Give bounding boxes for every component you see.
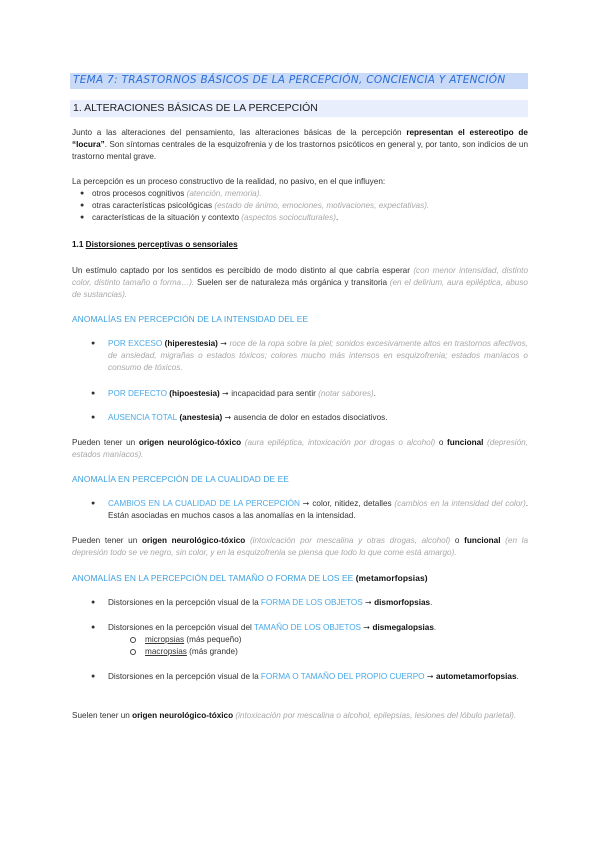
item-term: autometamorfopsias: [435, 672, 517, 681]
origin-bold: origen neurológico-tóxico: [132, 711, 234, 720]
item-note: (cambios en la intensidad del color): [394, 499, 526, 508]
item-end: .: [516, 672, 519, 681]
intro-paragraph: [72, 127, 528, 163]
intro-text-end: . Son síntomas centrales de la esquizofrenia y de los trastornos psicóticos en general y, por tanto, son indicios de un trastorno mental grave.: [72, 140, 528, 161]
stimulus-note-2: (en el delirium, aura epiléptica, abuso de sustancias).: [72, 278, 528, 299]
item-key: FORMA DE LOS OBJETOS: [260, 598, 363, 607]
size-item-shape: [91, 597, 528, 609]
bullet-icon: ●: [80, 202, 85, 209]
origin-text: Pueden tener un: [72, 438, 139, 447]
size-heading: [72, 573, 428, 583]
circle-bullet-icon: [130, 649, 136, 655]
sub-list: [145, 634, 525, 658]
quality-heading: ANOMALÍA EN PERCEPCIÓN DE LA CUALIDAD DE EE: [72, 474, 289, 484]
item-key: FORMA O TAMAÑO DEL PROPIO CUERPO: [260, 672, 425, 681]
document-title: TEMA 7: TRASTORNOS BÁSICOS DE LA PERCEPCIÓN, CONCIENCIA Y ATENCIÓN: [73, 74, 506, 86]
item-term: dismegalopsias: [372, 623, 434, 632]
origin-note-2: (depresión, estados maníacos).: [72, 438, 529, 459]
subsection-title: Distorsiones perceptivas o sensoriales: [85, 240, 238, 249]
origin-bold-2: funcional: [464, 536, 501, 545]
item-key: POR EXCESO: [108, 339, 163, 348]
list-item-text: otras características psicológicas: [92, 201, 215, 210]
item-text: color, nitidez, detalles: [312, 499, 395, 508]
list-item: [80, 212, 522, 224]
list-item-note: (atención, memoria).: [186, 189, 262, 198]
item-end: .: [433, 623, 437, 632]
arrow-icon: ➞: [361, 623, 373, 632]
bullet-icon: ●: [91, 599, 96, 606]
origin-note: (aura epiléptica, intoxicación por drogas o alcohol): [241, 438, 436, 447]
item-end: . Están asociadas en muchos casos a las anomalías en la intensidad.: [108, 499, 528, 520]
item-key: AUSENCIA TOTAL: [108, 413, 178, 422]
bullet-icon: ●: [80, 214, 85, 221]
intro-bold: representan el estereotipo de “locura”: [72, 128, 528, 149]
size-item-body: [91, 671, 528, 683]
item-term: (hipoestesia): [167, 389, 220, 398]
intensity-item-excess: [91, 338, 528, 374]
origin-paragraph-2: [72, 535, 528, 559]
perception-list: [80, 188, 522, 224]
item-text: Distorsiones en la percepción visual de la: [108, 598, 261, 607]
sub-item-term: macropsias: [145, 647, 187, 656]
list-item-end: .: [335, 213, 339, 222]
item-end: .: [373, 389, 376, 398]
section-heading: 1. ALTERACIONES BÁSICAS DE LA PERCEPCIÓN: [73, 102, 318, 114]
sub-list-item: [145, 634, 525, 646]
origin-paragraph-1: [72, 437, 528, 461]
item-text: Distorsiones en la percepción visual del: [108, 623, 254, 632]
item-term: (anestesia): [177, 413, 223, 422]
sub-list-item: [145, 646, 525, 658]
intensity-item-defect: [91, 388, 528, 400]
bullet-icon: ●: [91, 500, 96, 507]
arrow-icon: ➞: [217, 339, 230, 348]
item-text: ausencia de dolor en estados disociativos.: [233, 413, 388, 422]
list-item-text: otros procesos cognitivos: [92, 189, 187, 198]
list-item-note: (aspectos socioculturales): [241, 213, 336, 222]
bullet-icon: ●: [91, 340, 96, 347]
origin-text: Pueden tener un: [72, 536, 142, 545]
sub-item-text: (más pequeño): [184, 635, 242, 644]
origin-paragraph-3: [72, 710, 528, 722]
title-banner: [70, 73, 528, 89]
section-heading-banner: [70, 100, 528, 117]
subsection-heading: [72, 239, 528, 251]
bullet-icon: ●: [91, 673, 96, 680]
item-term: (hiperestesia): [162, 339, 218, 348]
item-term: dismorfopsias: [374, 598, 431, 607]
item-text: Distorsiones en la percepción visual de la: [108, 672, 261, 681]
origin-text-2: o: [435, 438, 448, 447]
arrow-icon: ➞: [362, 598, 375, 607]
size-item-size: [91, 622, 528, 634]
origin-bold: origen neurológico-tóxico: [141, 536, 246, 545]
intensity-heading: ANOMALÍAS EN PERCEPCIÓN DE LA INTENSIDAD DEL EE: [72, 314, 309, 324]
arrow-icon: ➞: [219, 389, 232, 398]
circle-bullet-icon: [130, 637, 136, 643]
item-text: incapacidad para sentir: [231, 389, 319, 398]
arrow-icon: ➞: [424, 672, 436, 681]
arrow-icon: ➞: [299, 499, 313, 508]
origin-text-2: o: [450, 536, 465, 545]
bullet-icon: ●: [91, 414, 96, 421]
size-heading-term: (metamorfopsias): [355, 573, 428, 583]
sub-item-term: micropsias: [145, 635, 185, 644]
list-item-text: características de la situación y contexto: [92, 213, 242, 222]
origin-note: (intoxicación por mescalina y otras drogas, alcohol): [245, 536, 451, 545]
item-end: .: [430, 598, 433, 607]
sub-item-text: (más grande): [186, 647, 238, 656]
item-key: POR DEFECTO: [108, 389, 167, 398]
item-note: roce de la ropa sobre la piel; sonidos excesivamente altos en trastornos afectivos, de ansiedad, migrañas o estados tóxicos; colores mucho más intensos en esquizofrenia; estados maníacos o consumo de tóxicos.: [108, 339, 528, 372]
origin-note-2: (en la depresión todo se ve negro, sin color, y en la esquizofrenia se piensa que todo lo que come está amargo).: [72, 536, 529, 557]
stimulus-note: (con menor intensidad, distinto color, distinto tamaño o forma…).: [72, 266, 528, 287]
intensity-item-total: [91, 412, 528, 424]
list-item-note: (estado de ánimo, emociones, motivaciones, expectativas).: [214, 201, 430, 210]
bullet-icon: ●: [91, 390, 96, 397]
intro-text: Junto a las alteraciones del pensamiento, las alteraciones básicas de la percepción: [72, 128, 407, 137]
bullet-icon: ●: [80, 190, 85, 197]
perception-lead: La percepción es un proceso constructivo de la realidad, no pasivo, en el que influyen:: [72, 177, 386, 186]
origin-text: Suelen tener un: [72, 711, 133, 720]
origin-note: (intoxicación por mescalina o alcohol, epilepsias, lesiones del lóbulo parietal).: [233, 711, 517, 720]
arrow-icon: ➞: [222, 413, 234, 422]
list-item: [80, 188, 522, 200]
stimulus-text: Un estímulo captado por los sentidos es percibido de modo distinto al que cabría esperar: [72, 266, 414, 275]
size-heading-label: ANOMALÍAS EN LA PERCEPCIÓN DEL TAMAÑO O FORMA DE LOS EE: [72, 573, 356, 583]
item-key: CAMBIOS EN LA CUALIDAD DE LA PERCEPCIÓN: [108, 499, 300, 508]
bullet-icon: ●: [91, 624, 96, 631]
subsection-number: 1.1: [72, 240, 86, 249]
stimulus-paragraph: [72, 265, 528, 301]
item-key: TAMAÑO DE LOS OBJETOS: [253, 623, 362, 632]
origin-bold-2: funcional: [447, 438, 484, 447]
quality-item: [91, 498, 528, 522]
item-note: (notar sabores): [318, 389, 374, 398]
stimulus-text-2: Suelen ser de naturaleza más orgánica y transitoria: [194, 278, 390, 287]
list-item: [80, 200, 522, 212]
origin-bold: origen neurológico-tóxico: [138, 438, 242, 447]
